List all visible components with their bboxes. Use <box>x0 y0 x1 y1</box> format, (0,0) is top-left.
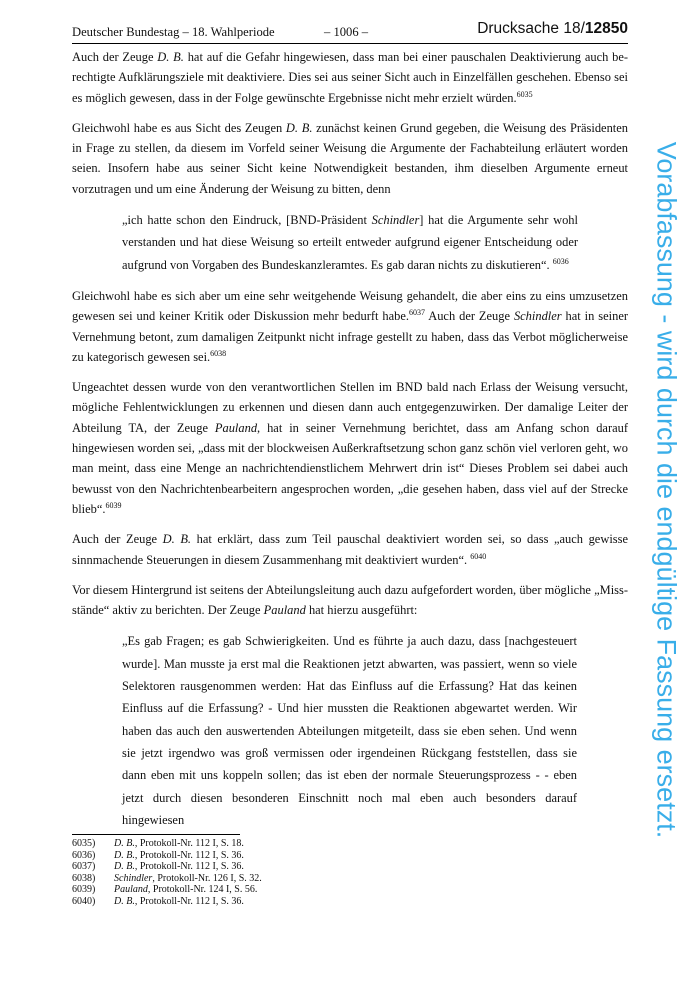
protocol-ref: , Protokoll-Nr. 112 I, S. 36. <box>134 849 244 861</box>
text: Ungeachtet dessen wurde von den verantwortlichen Stellen im BND bald nach Erlass der Weisung versucht, mögliche Fehlentwicklungen zu erkennen und diesen dann auch entgegenzuwirken. Der damalige Leiter der Abteilung TA, der Zeuge <box>72 380 628 435</box>
witness-name: Pauland <box>263 603 306 618</box>
protocol-ref: , Protokoll-Nr. 126 I, S. 32. <box>152 872 262 884</box>
witness-name: D. B. <box>114 849 135 861</box>
text: Gleichwohl habe es sich aber um eine sehr weitgehende Weisung gehandelt, die aber eins zu eins umzusetzen gewesen sei und keiner Kritik oder Diskussion mehr bedurft habe. <box>72 288 628 324</box>
protocol-ref: , Protokoll-Nr. 124 I, S. 56. <box>147 884 258 896</box>
text: hat auf die Gefahr hingewiesen, dass man bei einer pauschalen Deaktivierung auch berechtigte Aufklärungsziele mit deaktiviere. Dies sei aus seiner Sicht auch in Einzelfällen geschehen. Ebenso sei es möglich gewesen, dass in der Folge gewünschte Ergebnisse nicht mehr erzielt würden. <box>72 50 628 105</box>
footnote-ref[interactable]: 6036 <box>552 256 569 266</box>
page-header <box>72 18 628 42</box>
footnote <box>72 838 472 850</box>
text: Auch der Zeuge <box>424 309 514 324</box>
text: hat erklärt, dass zum Teil pauschal deaktiviert worden sei, so dass „auch gewisse sinnmachende Steuerungen in diesem Zusammenhang mit deaktiviert wurden“. <box>72 532 628 567</box>
witness-name: D. B. <box>114 861 135 873</box>
protocol-ref: , Protokoll-Nr. 112 I, S. 36. <box>134 861 244 873</box>
footnote-divider <box>72 834 240 835</box>
text: hat hierzu ausgeführt: <box>305 603 418 618</box>
footnote-text <box>114 873 262 885</box>
header-page-number: – 1006 – <box>324 25 369 39</box>
text: Vor diesem Hintergrund ist seitens der Abteilungsleitung auch dazu aufgefordert worden, über mögliche „Missstände“ aktiv zu berichten. Der Zeuge <box>72 582 628 618</box>
draft-watermark: Vorabfassung - wird durch die endgültige Fassung ersetzt. <box>651 141 682 839</box>
protocol-ref: , Protokoll-Nr. 112 I, S. 18. <box>134 838 244 849</box>
footnote-number: 6040) <box>72 895 96 907</box>
witness-name: Pauland <box>214 420 258 435</box>
footnote-text <box>114 884 257 896</box>
footnote <box>72 896 472 908</box>
footnote-number: 6039) <box>72 884 96 896</box>
doc-number: 12850 <box>584 20 628 37</box>
witness-name: D. B. <box>114 838 135 849</box>
text: „Es gab Fragen; es gab Schwierigkeiten. Und es führte ja auch dazu, dass [nachgesteuert wurde]. Man musste ja erst mal die Reaktionen jetzt abwarten, was passiert, wenn so viele Selektoren rausgenommen werden: Hat das Einfluss auf die Erfassung? Hat das keinen Einfluss auf die Erfassung? - Und hier mussten die Reaktionen abgewartet werden. Wir haben das auch den auswertenden Abteilungen mitgeteilt, dass sie eben sehen. Und wenn sie jetzt irgendwo was groß vermissen oder irgendeinen Rückgang feststellen, dass sie dann eben mit uns koppeln sollen; das ist eben der normale Steuerungsprozess - - eben jetzt durch diesen besonderen Einschnitt noch mal eben auch besonders darauf hingewiesen <box>122 634 577 827</box>
witness-name: D. B. <box>157 50 184 64</box>
paragraph-4 <box>72 377 628 519</box>
document-body <box>72 47 628 841</box>
text: „ich hatte schon den Eindruck, [BND-Präsident <box>122 213 372 228</box>
text: hat in seiner Vernehmung betont, zum damaligen Zeitpunkt nicht infrage gestellt zu haben, dass das Verbot möglicherweise zu kategorisch gewesen sei. <box>72 309 628 364</box>
footnotes <box>72 838 472 908</box>
footnote-number: 6035) <box>72 838 96 849</box>
text: zunächst keinen Grund gegeben, die Weisung des Präsidenten in Frage zu stellen, da diesem im Vorfeld seiner Weisung die Argumente der Fachabteilung erläutert worden seien. Insofern habe aus seiner Sicht keine Notwendigkeit bestanden, ihm dieselben Argumente erneut vorzutragen und um eine Änderung der Weisung zu bitten, denn <box>72 120 628 196</box>
protocol-ref: , Protokoll-Nr. 112 I, S. 36. <box>134 895 244 907</box>
witness-name: Schindler <box>513 309 562 324</box>
footnote <box>72 861 472 873</box>
footnote-ref[interactable]: 6037 <box>408 308 425 318</box>
footnote-text <box>114 850 244 862</box>
text: Auch der Zeuge <box>72 50 158 64</box>
header-parliament: Deutscher Bundestag – 18. Wahlperiode <box>72 25 275 39</box>
witness-name: Schindler <box>371 213 420 228</box>
footnote <box>72 850 472 862</box>
witness-name: D. B. <box>162 532 192 547</box>
footnote-text <box>114 861 244 873</box>
footnote-number: 6038) <box>72 872 96 884</box>
text: ] hat die Argumente sehr wohl verstanden und hat diese Weisung so erteilt entweder aufgrund eigener Entscheidung oder aufgrund von Vorgaben des Bundeskanzleramtes. Es gab daran nichts zu diskutieren“. <box>122 213 578 272</box>
paragraph-1 <box>72 47 628 108</box>
footnote-ref[interactable]: 6040 <box>470 551 487 561</box>
witness-name: D. B. <box>114 895 135 907</box>
witness-name: Schindler <box>114 872 153 884</box>
paragraph-3 <box>72 286 628 367</box>
footnote-number: 6036) <box>72 849 96 861</box>
footnote-text <box>114 838 244 850</box>
text: Gleichwohl habe es aus Sicht des Zeugen <box>72 120 286 135</box>
header-document-number <box>477 20 628 38</box>
witness-name: D. B. <box>285 120 313 135</box>
text: Auch der Zeuge <box>72 532 163 547</box>
footnote-ref[interactable]: 6035 <box>516 89 533 99</box>
witness-name: Pauland <box>114 884 148 896</box>
footnote-ref[interactable]: 6039 <box>105 500 122 510</box>
doc-label: Drucksache 18/ <box>477 20 585 37</box>
footnote <box>72 884 472 896</box>
paragraph-6 <box>72 580 628 621</box>
footnote-ref[interactable]: 6038 <box>210 348 227 358</box>
quote-1 <box>122 209 578 276</box>
footnote-text <box>114 896 244 908</box>
quote-2 <box>122 630 577 831</box>
footnote <box>72 873 472 885</box>
header-divider <box>72 43 628 44</box>
text: , hat in seiner Vernehmung berichtet, dass am Anfang schon darauf hingewiesen worden sei, „dass mit der blockweisen Außerkraftsetzung schon ganz schön viel verloren geht, wo man meint, dass eine Menge an nachrichtendienstlichem Mehrwert drin ist“ Dieses Problem sei dabei auch bewusst von den Nachrichtenbearbeitern angesprochen worden, „die gesehen haben, dass viel auf der Strecke blieb“. <box>72 420 628 516</box>
footnote-number: 6037) <box>72 861 96 873</box>
paragraph-5 <box>72 529 628 570</box>
paragraph-2 <box>72 118 628 199</box>
